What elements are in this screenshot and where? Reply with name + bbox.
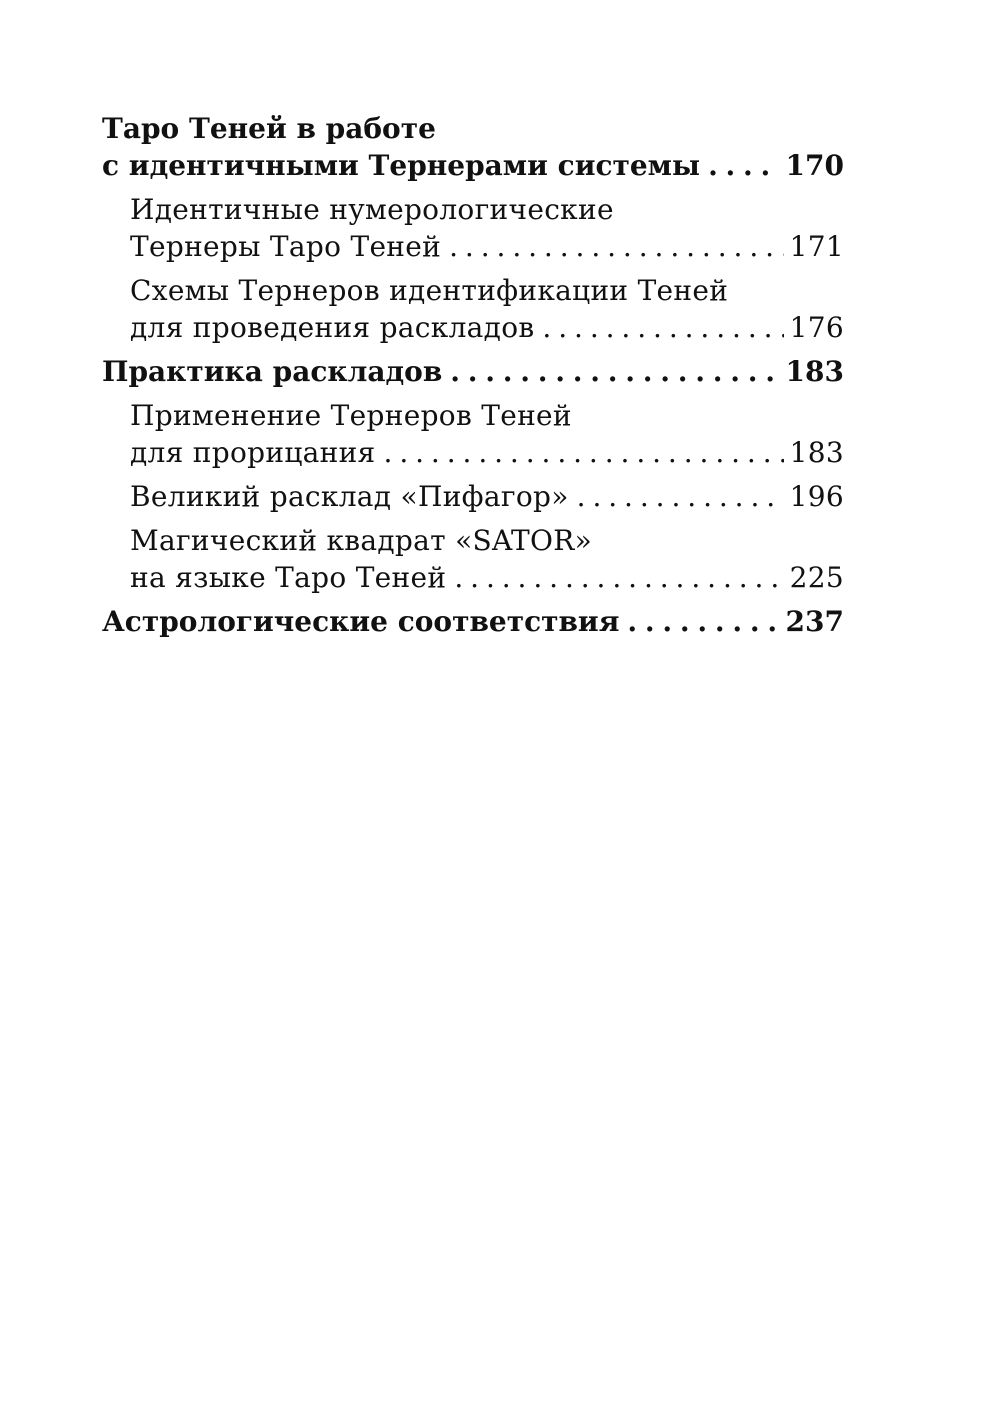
toc-entry-taro-shadows-identical-terners[interactable]: [102, 110, 844, 184]
toc-entry-title: Тернеры Таро Теней: [130, 230, 442, 263]
toc-entry-title: с идентичными Тернерами системы: [102, 149, 701, 182]
toc-page-number: 183: [789, 436, 844, 469]
toc-entry-title: на языке Таро Теней: [130, 561, 447, 594]
toc-entry-title-line: Магический квадрат «SATOR»: [130, 524, 593, 557]
toc-entry-title-line: Идентичные нумерологические: [130, 193, 614, 226]
dot-leader: [627, 603, 779, 640]
toc-entry-spread-practice[interactable]: [102, 353, 844, 390]
dot-leader: [454, 559, 783, 596]
toc-entry-last-line: [130, 228, 844, 265]
toc-entry-last-line: [130, 309, 844, 346]
toc-page-number: 196: [789, 480, 844, 513]
toc-page-number: 237: [785, 605, 844, 638]
toc-entry-terners-divination[interactable]: [102, 397, 844, 471]
toc-entry-sator-square[interactable]: [102, 522, 844, 596]
toc-entry-identical-numerological-terners[interactable]: [102, 191, 844, 265]
toc-entry-last-line: [102, 353, 844, 390]
toc-entry-title: Астрологические соответствия: [102, 605, 620, 638]
table-of-contents: [102, 110, 844, 640]
toc-entry-title: для проведения раскладов: [130, 311, 535, 344]
toc-entry-last-line: [130, 434, 844, 471]
toc-entry-title: Великий расклад «Пифагор»: [130, 480, 569, 513]
toc-entry-astrological-correspondences[interactable]: [102, 603, 844, 640]
toc-entry-title-line: Схемы Тернеров идентификации Теней: [130, 274, 729, 307]
toc-entry-title-line: Применение Тернеров Теней: [130, 399, 572, 432]
toc-page-number: 183: [785, 355, 844, 388]
toc-page-number: 225: [789, 561, 844, 594]
dot-leader: [577, 478, 784, 515]
toc-entry-pythagoras-spread[interactable]: [102, 478, 844, 515]
toc-entry-title: Практика раскладов: [102, 355, 443, 388]
toc-page-number: 171: [789, 230, 844, 263]
dot-leader: [450, 353, 779, 390]
dot-leader: [449, 228, 784, 265]
toc-entry-last-line: [102, 603, 844, 640]
toc-entry-last-line: [130, 478, 844, 515]
dot-leader: [542, 309, 783, 346]
toc-entry-title: для прорицания: [130, 436, 376, 469]
dot-leader: [708, 147, 779, 184]
dot-leader: [384, 434, 784, 471]
toc-page-number: 176: [789, 311, 844, 344]
toc-page-number: 170: [785, 149, 844, 182]
toc-entry-last-line: [102, 147, 844, 184]
toc-entry-title-line: Таро Теней в работе: [102, 112, 436, 145]
toc-entry-terner-schemes[interactable]: [102, 272, 844, 346]
toc-entry-last-line: [130, 559, 844, 596]
